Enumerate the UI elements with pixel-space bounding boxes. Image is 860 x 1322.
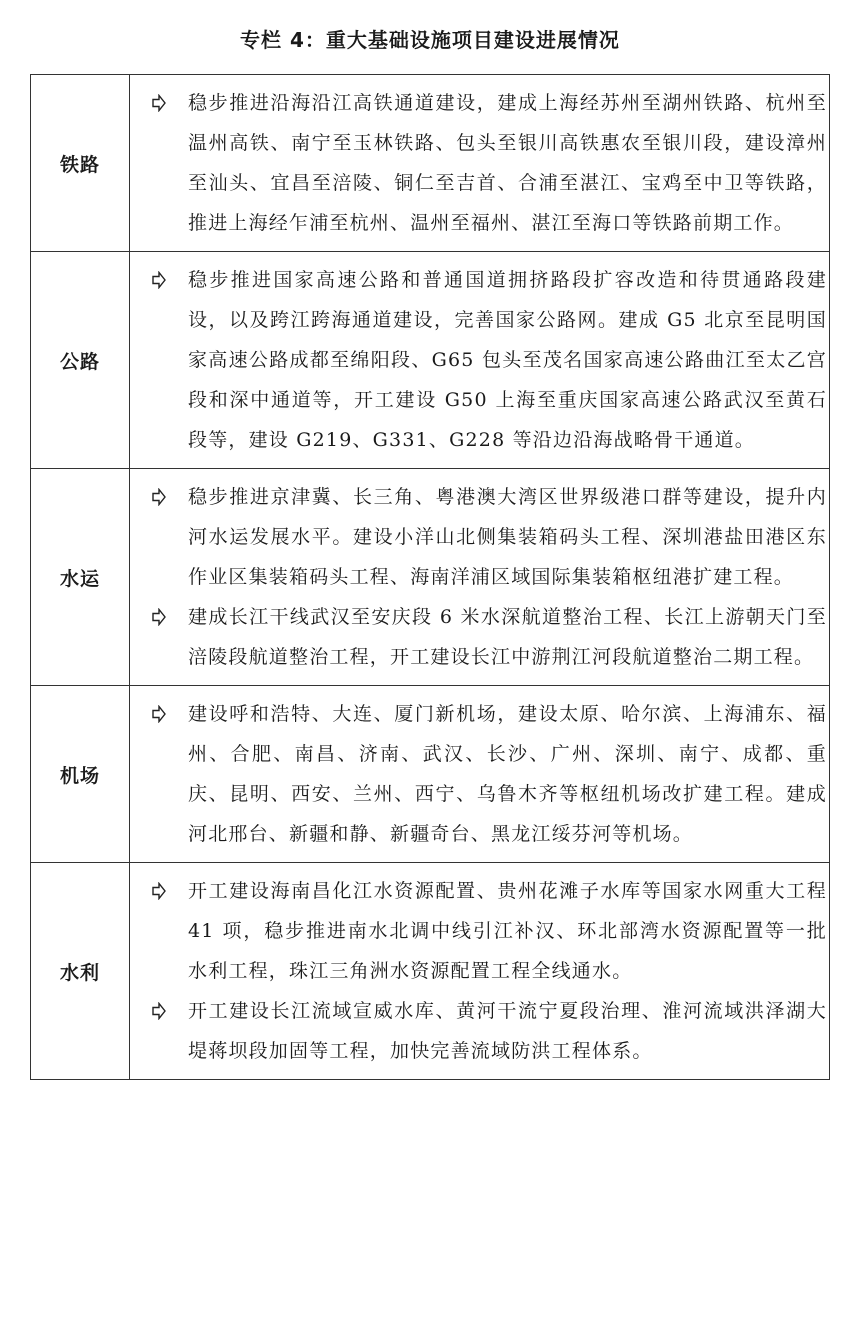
hollow-right-arrow-icon xyxy=(130,871,188,911)
row-content-airport xyxy=(130,686,829,862)
list-item-text: 建成长江干线武汉至安庆段 6 米水深航道整治工程、长江上游朝天门至涪陵段航道整治工程，开工建设长江中游荆江河段航道整治二期工程。 xyxy=(188,606,827,668)
list-item xyxy=(130,991,827,1071)
document-title: 专栏 4：重大基础设施项目建设进展情况 xyxy=(240,28,620,52)
list-item-text: 稳步推进京津冀、长三角、粤港澳大湾区世界级港口群等建设，提升内河水运发展水平。建设小洋山北侧集装箱码头工程、深圳港盐田港区东作业区集装箱码头工程、海南洋浦区域国际集装箱枢纽港扩建工程。 xyxy=(188,486,827,588)
table-row-water-conservancy xyxy=(31,863,829,1080)
list-item-text: 稳步推进沿海沿江高铁通道建设，建成上海经苏州至湖州铁路、杭州至温州高铁、南宁至玉林铁路、包头至银川高铁惠农至银川段，建设漳州至汕头、宜昌至涪陵、铜仁至吉首、合浦至湛江、宝鸡至中卫等铁路，推进上海经乍浦至杭州、温州至福州、湛江至海口等铁路前期工作。 xyxy=(188,92,827,234)
table-row-airport xyxy=(31,686,829,863)
list-item xyxy=(130,597,827,677)
table-row-highway xyxy=(31,252,829,469)
row-label-airport: 机场 xyxy=(31,686,130,862)
list-item-text: 建设呼和浩特、大连、厦门新机场，建设太原、哈尔滨、上海浦东、福州、合肥、南昌、济南、武汉、长沙、广州、深圳、南宁、成都、重庆、昆明、西安、兰州、西宁、乌鲁木齐等枢纽机场改扩建工程。建成河北邢台、新疆和静、新疆奇台、黑龙江绥芬河等机场。 xyxy=(188,703,827,845)
list-item-text: 开工建设长江流域宣威水库、黄河干流宁夏段治理、淮河流域洪泽湖大堤蒋坝段加固等工程，加快完善流域防洪工程体系。 xyxy=(188,1000,827,1062)
row-content-waterway xyxy=(130,469,829,685)
row-label-waterway: 水运 xyxy=(31,469,130,685)
table-row-waterway xyxy=(31,469,829,686)
row-content-railway xyxy=(130,75,829,251)
hollow-right-arrow-icon xyxy=(130,694,188,734)
hollow-right-arrow-icon xyxy=(130,83,188,123)
hollow-right-arrow-icon xyxy=(130,597,188,637)
row-label-water-conservancy: 水利 xyxy=(31,863,130,1079)
hollow-right-arrow-icon xyxy=(130,260,188,300)
projects-table xyxy=(30,74,830,1080)
row-label-highway: 公路 xyxy=(31,252,130,468)
list-item xyxy=(130,477,827,597)
row-content-water-conservancy xyxy=(130,863,829,1079)
list-item xyxy=(130,694,827,854)
row-content-highway xyxy=(130,252,829,468)
row-label-railway: 铁路 xyxy=(31,75,130,251)
list-item-text: 稳步推进国家高速公路和普通国道拥挤路段扩容改造和待贯通路段建设，以及跨江跨海通道建设，完善国家公路网。建成 G5 北京至昆明国家高速公路成都至绵阳段、G65 包头至茂名国家高速公路曲江至太乙宫段和深中通道等，开工建设 G50 上海至重庆国家高速公路武汉至黄石段等，建设 G219、G331、G228 等沿边沿海战略骨干通道。 xyxy=(188,269,827,451)
list-item xyxy=(130,83,827,243)
list-item xyxy=(130,260,827,460)
hollow-right-arrow-icon xyxy=(130,991,188,1031)
list-item xyxy=(130,871,827,991)
hollow-right-arrow-icon xyxy=(130,477,188,517)
list-item-text: 开工建设海南昌化江水资源配置、贵州花滩子水库等国家水网重大工程 41 项，稳步推进南水北调中线引江补汉、环北部湾水资源配置等一批水利工程，珠江三角洲水资源配置工程全线通水。 xyxy=(188,880,827,982)
table-row-railway xyxy=(31,75,829,252)
